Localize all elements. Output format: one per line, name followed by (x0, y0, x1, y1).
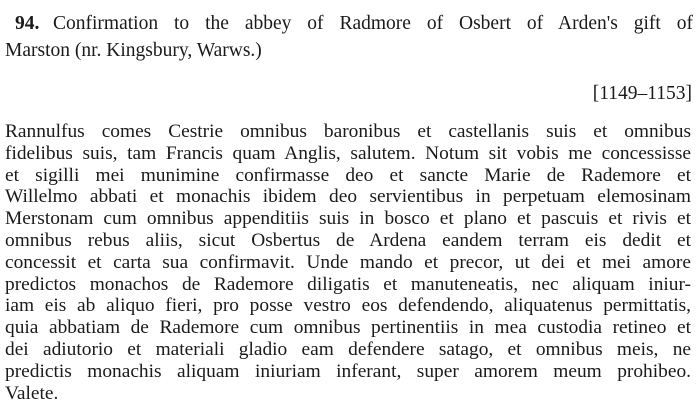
charter-date: [1149–1153] (592, 83, 692, 104)
body-line: Valete. (5, 382, 59, 404)
charter-number: 94. (15, 13, 40, 34)
body-line: predictos monachos de Rademore diligatis et manuteneatis, nec aliquam iniur- (5, 273, 691, 295)
body-line: dei adiutorio et materiali gladio eam defendere satago, et omnibus meis, ne (5, 338, 691, 360)
body-line: Rannulfus comes Cestrie omnibus baronibus et castellanis suis et omnibus (5, 121, 691, 142)
body-line: et sigilli mei munimine confirmasse deo et sancte Marie de Rademore et (5, 164, 691, 186)
body-line: fidelibus suis, tam Francis quam Anglis, salutem. Notum sit vobis me concessisse (5, 142, 691, 164)
body-line: omnibus rebus aliis, sicut Osbertus de Ardena eandem terram eis dedit et (5, 229, 691, 251)
body-line: predictis monachis aliquam iniuriam inferant, super amorem meum prohibeo. (5, 360, 691, 382)
body-line: concessit et carta sua confirmavit. Unde mando et precor, ut dei et mei amore (5, 251, 691, 273)
body-line: Merstonam cum omnibus appenditiis suis in bosco et plano et pascuis et rivis et (5, 208, 691, 230)
body-line: iam eis ab aliquo fieri, pro posse vestro eos defendendo, aliquatenus permittatis, (5, 295, 691, 317)
charter-body (5, 121, 691, 404)
body-line: quia abbatiam de Rademore cum omnibus pertinentiis in mea custodia retineo et (5, 317, 691, 339)
charter-title-line-2: Marston (nr. Kingsbury, Warws.) (5, 40, 262, 61)
charter-heading (5, 10, 693, 64)
body-line: Willelmo abbati et monachis ibidem deo servientibus in perpetuam elemosinam (5, 186, 691, 208)
heading-line-1 (5, 10, 693, 37)
charter-title-line-1: Confirmation to the abbey of Radmore of Osbert of Arden's gift of (53, 13, 693, 34)
